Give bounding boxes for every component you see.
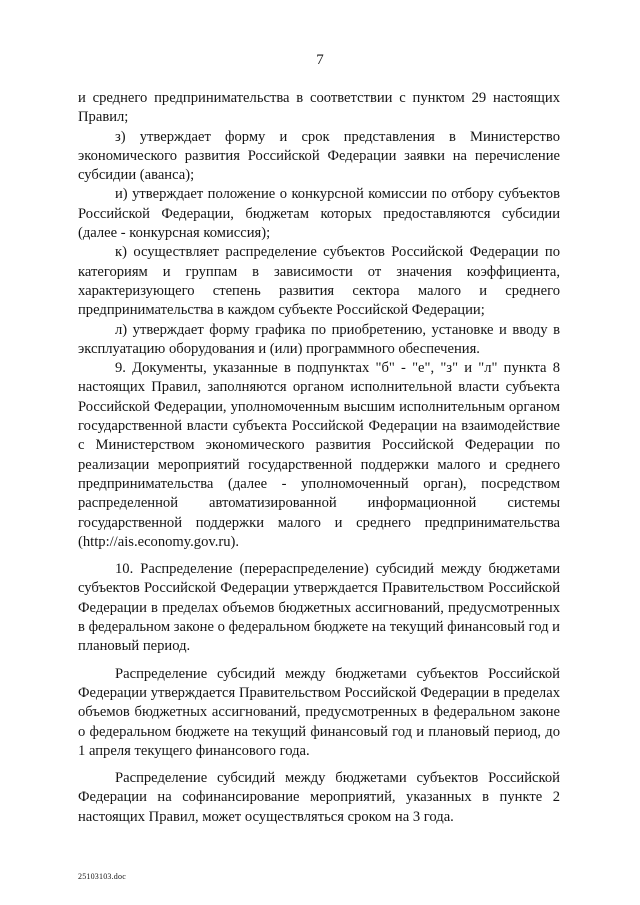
paragraph-item-k: к) осуществляет распределение субъектов Российской Федерации по категориям и группам в зависимости от значения коэффициента, характеризующего степень развития сектора малого и среднего предпринимательства в каждом субъекте Российской Федерации; bbox=[78, 244, 560, 319]
paragraph-item-l: л) утверждает форму графика по приобретению, установке и вводу в эксплуатацию оборудования и (или) программного обеспечения. bbox=[78, 321, 560, 357]
paragraph-clause-9: 9. Документы, указанные в подпунктах "б" - "е", "з" и "л" пункта 8 настоящих Правил, заполняются органом исполнительной власти субъекта Российской Федерации, уполномоченным высшим исполнительным органом государственной власти субъекта Российской Федерации на взаимодействие с Министерством экономического развития Российской Федерации по реализации мероприятий государственной поддержки малого и среднего предпринимательства (далее - уполномоченный орган), посредством распределенной автоматизированной информационной системы государственной поддержки малого и среднего предпринимательства (http://ais.economy.gov.ru). bbox=[78, 360, 560, 550]
paragraph-continuation: и среднего предпринимательства в соответствии с пунктом 29 настоящих Правил; bbox=[78, 90, 560, 126]
page-number: 7 bbox=[316, 52, 324, 68]
paragraph-item-i: и) утверждает положение о конкурсной комиссии по отбору субъектов Российской Федерации, бюджетам которых предоставляются субсидии (далее - конкурсная комиссия); bbox=[78, 186, 560, 242]
paragraph-distribution: Распределение субсидий между бюджетами субъектов Российской Федерации утверждается Правительством Российской Федерации в пределах объемов бюджетных ассигнований, предусмотренных в федеральном законе о федеральном бюджете на текущий финансовый год и плановый период, до 1 апреля текущего финансового года. bbox=[78, 665, 560, 759]
document-body bbox=[78, 89, 560, 827]
paragraph-clause-10: 10. Распределение (перераспределение) субсидий между бюджетами субъектов Российской Федерации утверждается Правительством Российской Федерации в пределах объемов бюджетных ассигнований, предусмотренных в федеральном законе о федеральном бюджете на текущий финансовый год и плановый период. bbox=[78, 561, 560, 655]
footer-document-id: 25103103.doc bbox=[78, 872, 126, 881]
paragraph-cofinancing: Распределение субсидий между бюджетами субъектов Российской Федерации на софинансирование мероприятий, указанных в пункте 2 настоящих Правил, может осуществляться сроком на 3 года. bbox=[78, 770, 560, 825]
paragraph-item-z: з) утверждает форму и срок представления в Министерство экономического развития Российской Федерации заявки на перечисление субсидии (аванса); bbox=[78, 128, 560, 184]
